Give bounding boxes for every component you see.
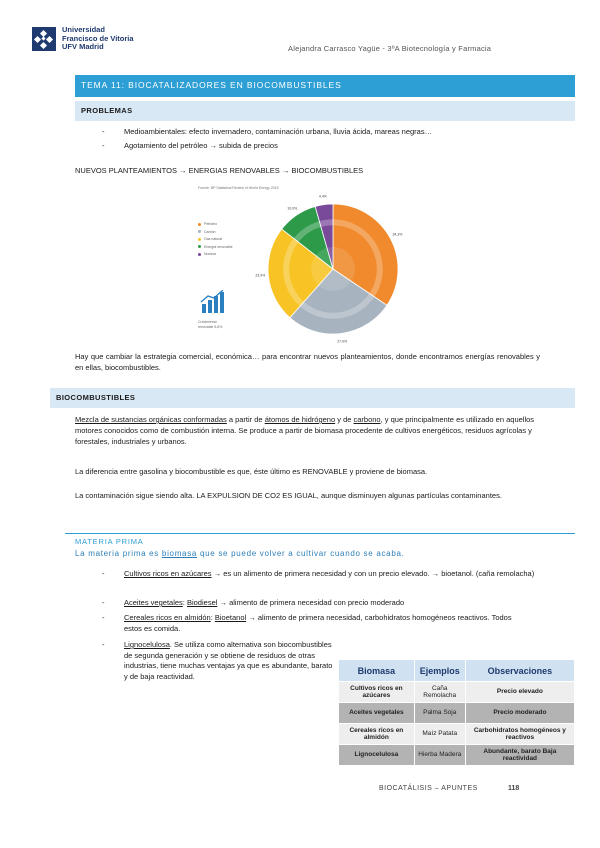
logo-line-1: Universidad [62,25,105,34]
table-row [339,745,575,766]
pie-center [311,247,355,291]
logo-line-2: Francisco de Vitoria [62,33,134,43]
table-cell: Cereales ricos en almidón [339,724,415,745]
item-subtitle: Biodiesel [186,598,218,607]
item-text: . Se utiliza como alternativa son biocombustibles de segunda generación y se obtiene de residuos de otras industrias, tiene muchas ventajas ya que es abundante, barato y de baja reactividad. [124,640,333,681]
def-highlight: átomos de hidrógeno [264,415,336,424]
pie-slice-label: 23,9% [255,273,266,278]
subtitle-highlight: biomasa [161,549,198,558]
author-header: Alejandra Carrasco Yagüe - 3ºA Biotecnología y Farmacia [288,44,492,53]
subtitle-text: que se puede volver a cultivar cuando se acaba. [197,549,405,558]
item-text: → alimento de primera necesidad, carbohidratos homogéneos reactivos. Todos estos es comida. [124,613,512,633]
legend-label: Gas natural [204,237,223,241]
pie-slice-label: 27,0% [337,339,348,344]
table-header: Biomasa [339,660,415,682]
list-item: - Cultivos ricos en azúcares → es un alimento de primera necesidad y con un precio elevado. → bioetanol. (caña remolacha) [102,569,535,578]
table-cell: Lignocelulosa [339,745,415,766]
pie-plot [190,182,415,347]
planteamientos-text: NUEVOS PLANTEAMIENTOS → ENERGIAS RENOVABLES → BIOCOMBUSTIBLES [75,166,364,175]
legend-label: Energía renovable [204,244,233,249]
materia-prima-subtitle [75,549,405,558]
diferencia-paragraph: La diferencia entre gasolina y biocombustible es que, éste último es RENOVABLE y proviene de biomasa. [75,467,428,476]
list-item: - Agotamiento del petróleo → subida de precios [102,141,278,150]
pie-slice-label: 34,3% [392,232,403,237]
pie-slice-label: 10,0% [287,206,298,211]
table-cell: Hierba Madera [414,745,465,766]
chart-title: Fuente: BP Statistical Review of World Energy 2015 [198,186,279,190]
def-text: , y que principalmente es utilizado en aquellos motores conocidos como de combustión interna. Se produce a partir de biomasa procedente de cultivos energéticos, residuos agrícolas y forestales, industriales y urbanos. [75,415,535,446]
legend-label: Carbón [204,229,216,234]
table-cell: Precio moderado [465,703,574,724]
biomasa-table [338,659,575,766]
energy-pie-chart [190,182,415,347]
table-cell: Palma Soja [414,703,465,724]
biocombustibles-heading: BIOCOMBUSTIBLES [50,388,575,408]
item-title: Lignocelulosa [124,640,170,649]
table-header-row [339,660,575,682]
logo-text [62,26,134,52]
table-cell: Precio elevado [465,682,574,703]
biocombustibles-definition [75,414,537,447]
logo-line-3: UFV Madrid [62,42,104,51]
problemas-heading: PROBLEMAS [75,101,575,121]
legend-label: Nuclear [204,252,217,256]
table-row [339,724,575,745]
list-item: - Aceites vegetales: Biodiesel → alimento de primera necesidad con precio moderado [102,598,405,607]
table-header: Observaciones [465,660,574,682]
legend-label: Petróleo [204,222,218,226]
item-text: : [182,598,187,607]
table-cell: Cultivos ricos en azúcares [339,682,415,703]
item-text: → es un alimento de primera necesidad y con un precio elevado. → bioetanol. (caña remolacha) [211,569,535,578]
item-title: Cereales ricos en almidón [124,613,211,622]
def-highlight: Mezcla de sustancias orgánicas conformadas [75,415,227,424]
growth-label: Crecimiento renovable 5,6% [198,320,223,329]
item-title: Aceites vegetales [124,598,183,607]
item-text: → alimento de primera necesidad con precio moderado [217,598,405,607]
table-cell: Maíz Patata [414,724,465,745]
tema-title: TEMA 11: BIOCATALIZADORES EN BIOCOMBUSTIBLES [75,75,575,97]
university-logo [32,26,134,52]
list-item: - Medioambientales: efecto invernadero, contaminación urbana, lluvia ácida, mareas negras… [102,127,433,136]
item-subtitle: Bioetanol [214,613,247,622]
pie-slice-label: 4,4% [318,194,327,199]
footer-label: BIOCATÁLISIS – APUNTES [379,785,478,792]
contaminacion-paragraph: La contaminación sigue siendo alta. LA EXPULSION DE CO2 ES IGUAL, aunque disminuyen algunas partículas contaminantes. [75,491,502,500]
table-cell: Aceites vegetales [339,703,415,724]
list-item: - Lignocelulosa. Se utiliza como alternativa son biocombustibles de segunda generación y se obtiene de residuos de otras industrias, tiene muchas ventajas ya que es abundante, barato y de baja reactividad. [102,640,333,681]
list-item: - Cereales ricos en almidón: Bioetanol → alimento de primera necesidad, carbohidratos homogéneos reactivos. Todos estos es comida. [102,613,512,633]
table-header: Ejemplos [414,660,465,682]
problema-item-1: Medioambientales: efecto invernadero, contaminación urbana, lluvia ácida, mareas negras… [124,127,433,136]
materia-prima-title: MATERIA PRIMA [75,537,144,546]
problema-item-2: Agotamiento del petróleo → subida de precios [124,141,278,150]
item-text: : [210,613,215,622]
table-cell: Abundante, barato Baja reactividad [465,745,574,766]
def-highlight: carbono [353,415,381,424]
def-text: y de [335,415,354,424]
subtitle-text: La materia prima es [75,549,162,558]
page-number: 118 [508,785,520,792]
def-text: a partir de [226,415,265,424]
table-row [339,682,575,703]
ufv-logo-icon [32,27,56,51]
section-divider [65,533,575,534]
table-row [339,703,575,724]
intro-paragraph: Hay que cambiar la estrategia comercial, económica… para encontrar nuevos planteamientos, donde encontramos energías renovables y en ellas, biocombustibles. [75,352,540,372]
table-cell: Caña Remolacha [414,682,465,703]
table-cell: Carbohidratos homogéneos y reactivos [465,724,574,745]
item-title: Cultivos ricos en azúcares [124,569,212,578]
